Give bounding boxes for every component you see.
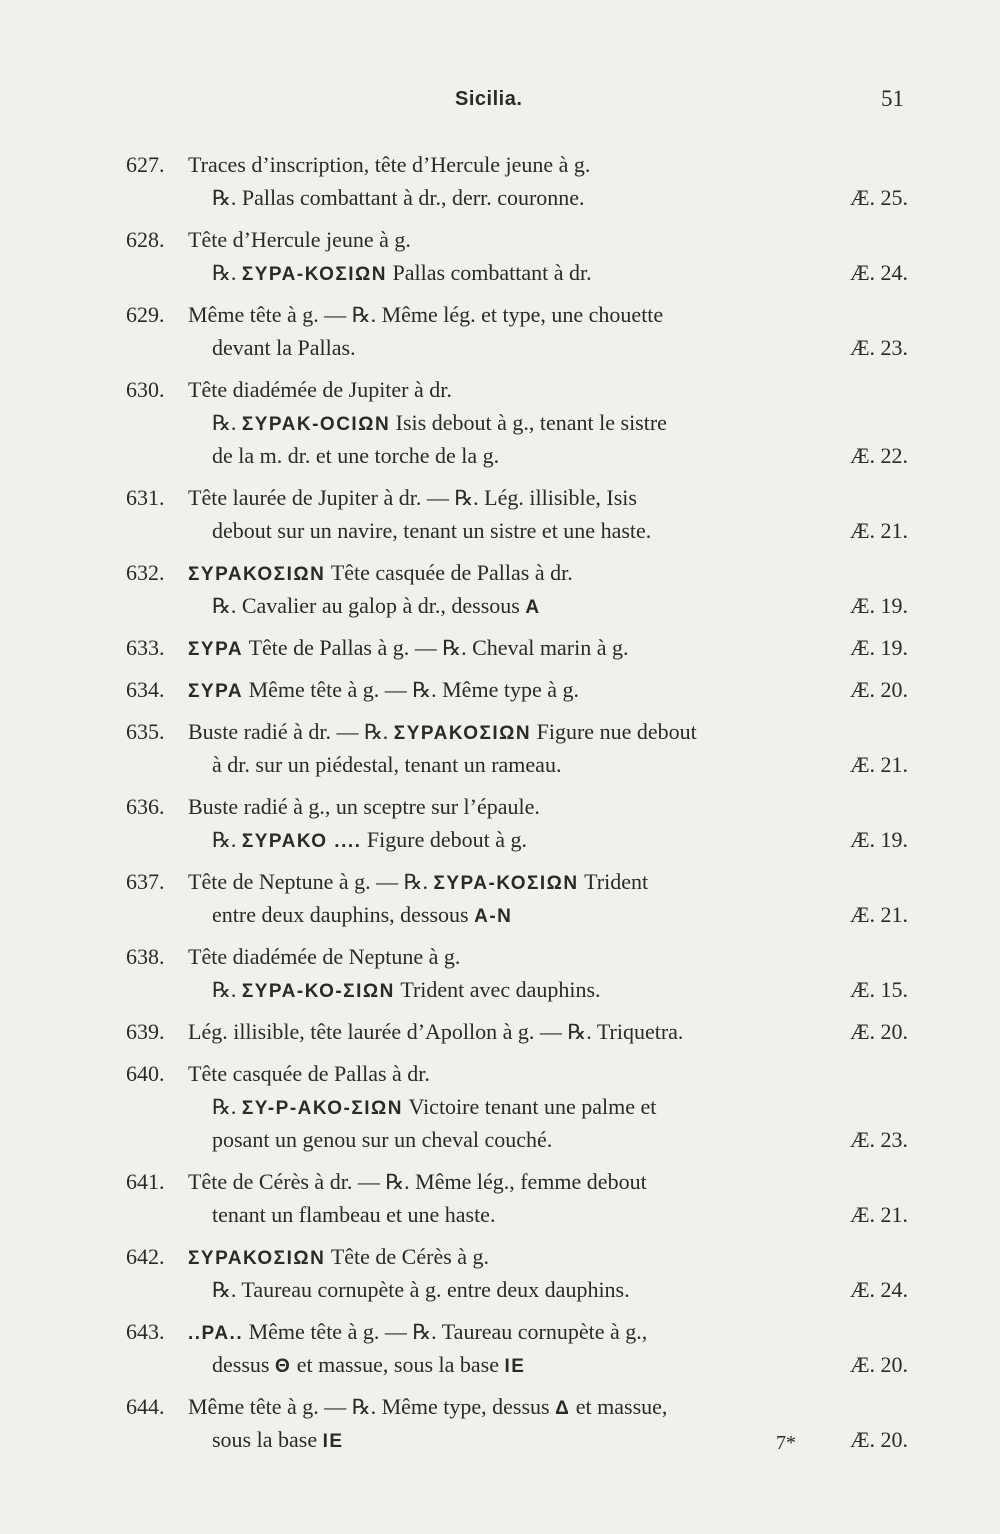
greek-legend: ΣΥΡΑ-ΚΟΣΙΩΝ: [241, 264, 387, 285]
entry-line: [0, 406, 1000, 439]
greek-legend: ΙΕ: [504, 1356, 526, 1377]
entry-line: [0, 715, 1000, 748]
metal-size-ref: Æ. 23.: [849, 335, 908, 360]
entry-line: [0, 748, 1000, 781]
entry-text: . Même lég., femme debout: [404, 1169, 647, 1194]
reverse-symbol: ℞: [351, 303, 371, 327]
entry-line: [0, 1057, 1000, 1090]
catalogue-entry: [0, 1240, 1000, 1306]
catalogue-entry: [0, 1390, 1000, 1456]
entry-text: Même tête à g. —: [243, 677, 413, 702]
entry-line: [0, 673, 1000, 706]
metal-size-ref: Æ. 24.: [849, 260, 908, 285]
entry-line: [0, 1315, 1000, 1348]
catalogue-entry: [0, 298, 1000, 364]
entry-description: [188, 631, 628, 666]
entry-line: [0, 790, 1000, 823]
entry-text: dessus: [212, 1352, 275, 1377]
catalogue-entry: [0, 865, 1000, 931]
entry-text: sous la base: [212, 1427, 323, 1452]
metal-size-ref: Æ. 19.: [849, 635, 908, 660]
entry-line: [0, 373, 1000, 406]
entry-number: 633.: [126, 635, 165, 660]
page-title: Sicilia.: [455, 88, 523, 110]
entry-text: Tête de Cérès à g.: [325, 1244, 490, 1269]
entry-text: Même tête à g. —: [188, 302, 352, 327]
entry-line: [0, 823, 1000, 856]
metal-size-ref: Æ. 21.: [849, 902, 908, 927]
entry-number: 641.: [126, 1169, 165, 1194]
entry-text: tenant un flambeau et une haste.: [212, 1202, 496, 1227]
entry-text: .: [382, 719, 394, 744]
entry-text: Même tête à g. —: [188, 1394, 352, 1419]
entry-description: [188, 298, 663, 332]
greek-legend: Α: [525, 597, 541, 618]
entry-description: [212, 748, 561, 781]
entry-description: [188, 1165, 647, 1199]
reverse-symbol: ℞: [212, 261, 231, 285]
greek-legend: ΣΥΡΑ-ΚΟΣΙΩΝ: [433, 873, 579, 894]
entry-number: 634.: [126, 677, 165, 702]
entry-text: Tête de Pallas à g. —: [243, 635, 443, 660]
entry-description: [212, 439, 499, 472]
metal-size-ref: Æ. 20.: [849, 1019, 908, 1044]
reverse-symbol: ℞: [363, 720, 383, 744]
entry-text: .: [230, 977, 242, 1002]
entry-description: [188, 673, 579, 708]
reverse-symbol: ℞: [212, 1095, 231, 1119]
entry-description: [188, 865, 648, 900]
entry-text: à dr. sur un piédestal, tenant un rameau.: [212, 752, 562, 777]
metal-size-ref: Æ. 20.: [849, 1352, 908, 1377]
entry-number: 631.: [126, 485, 165, 510]
entry-line: [0, 1015, 1000, 1048]
reverse-symbol: ℞: [442, 636, 462, 660]
greek-legend: ΣΥΡΑΚΟΣΙΩΝ: [393, 723, 532, 744]
entry-text: . Même lég. et type, une chouette: [370, 302, 664, 327]
entry-description: [212, 1348, 525, 1383]
reverse-symbol: ℞: [351, 1395, 371, 1419]
entry-line: [0, 1123, 1000, 1156]
entry-number: 640.: [126, 1061, 165, 1086]
metal-size-ref: Æ. 23.: [849, 1127, 908, 1152]
entry-text: Traces d’inscription, tête d’Hercule jeune à g.: [188, 152, 591, 177]
greek-legend: ΣΥΡΑ-ΚΟ-ΣΙΩΝ: [241, 981, 395, 1002]
greek-legend: Α-Ν: [474, 906, 513, 927]
entry-line: [0, 1090, 1000, 1123]
greek-legend: Θ: [274, 1356, 292, 1377]
catalogue-entry: [0, 1015, 1000, 1048]
catalogue-entry: [0, 940, 1000, 1006]
entry-text: Tête diadémée de Jupiter à dr.: [188, 377, 452, 402]
entry-text: Tête d’Hercule jeune à g.: [188, 227, 411, 252]
entry-text: Figure debout à g.: [361, 827, 528, 852]
entry-number: 642.: [126, 1244, 165, 1269]
entry-description: [212, 1423, 344, 1458]
entry-number: 639.: [126, 1019, 165, 1044]
entry-line: [0, 256, 1000, 289]
entry-text: posant un genou sur un cheval couché.: [212, 1127, 553, 1152]
entry-line: [0, 1240, 1000, 1273]
entry-description: [212, 256, 592, 291]
catalogue-entry: [0, 631, 1000, 664]
metal-size-ref: Æ. 21.: [849, 1202, 908, 1227]
entry-description: [212, 823, 527, 858]
entry-description: [212, 898, 512, 933]
entry-line: [0, 631, 1000, 664]
metal-size-ref: Æ. 20.: [849, 677, 908, 702]
entry-text: Tête casquée de Pallas à dr.: [188, 1061, 430, 1086]
entry-line: [0, 556, 1000, 589]
entry-text: Figure nue debout: [531, 719, 697, 744]
catalogue-entry: [0, 673, 1000, 706]
entry-number: 644.: [126, 1394, 165, 1419]
greek-legend: ΣΥΡΑ: [188, 639, 244, 660]
entry-number: 629.: [126, 302, 165, 327]
entry-text: Tête laurée de Jupiter à dr. —: [188, 485, 455, 510]
entry-line: [0, 223, 1000, 256]
greek-legend: ΣΥΡΑΚΟΣΙΩΝ: [188, 564, 326, 585]
entry-description: [188, 790, 540, 823]
entry-text: Buste radié à dr. —: [188, 719, 364, 744]
entry-text: . Même type à g.: [431, 677, 579, 702]
entry-text: debout sur un navire, tenant un sistre et une haste.: [212, 518, 652, 543]
reverse-symbol: ℞: [212, 1278, 231, 1302]
metal-size-ref: Æ. 19.: [849, 827, 908, 852]
entry-number: 630.: [126, 377, 165, 402]
entry-text: . Taureau cornupète à g.,: [431, 1319, 648, 1344]
reverse-symbol: ℞: [454, 486, 474, 510]
entry-number: 637.: [126, 869, 165, 894]
entry-description: [188, 715, 697, 750]
entry-text: . Cavalier au galop à dr., dessous: [230, 593, 526, 618]
entry-line: [0, 439, 1000, 472]
entry-line: [0, 1348, 1000, 1381]
catalogue-entry: [0, 223, 1000, 289]
entry-line: [0, 481, 1000, 514]
metal-size-ref: Æ. 25.: [849, 185, 908, 210]
entry-description: [212, 1273, 630, 1307]
entry-text: .: [230, 1094, 242, 1119]
page-number: 51: [881, 86, 904, 111]
entry-description: [212, 1123, 552, 1156]
entry-text: .: [230, 260, 242, 285]
greek-legend: ΣΥΡΑΚΟ ....: [241, 831, 362, 852]
entry-description: [188, 148, 590, 181]
running-head: [0, 88, 1000, 118]
catalogue-entry: [0, 715, 1000, 781]
entry-text: .: [422, 869, 434, 894]
entry-description: [212, 406, 667, 441]
entry-text: . Cheval marin à g.: [461, 635, 629, 660]
metal-size-ref: Æ. 19.: [849, 593, 908, 618]
entry-text: et massue, sous la base: [291, 1352, 505, 1377]
reverse-symbol: ℞: [385, 1170, 405, 1194]
greek-legend: ΣΥ-Ρ-ΑΚΟ-ΣΙΩΝ: [241, 1098, 403, 1119]
entry-line: [0, 148, 1000, 181]
entry-text: entre deux dauphins, dessous: [212, 902, 475, 927]
entry-text: Tête diadémée de Neptune à g.: [188, 944, 461, 969]
greek-legend: ΣΥΡΑ: [188, 681, 244, 702]
catalogue-entry: [0, 1165, 1000, 1231]
entry-description: [188, 1315, 647, 1350]
entry-text: Isis debout à g., tenant le sistre: [390, 410, 667, 435]
entry-description: [188, 481, 637, 515]
metal-size-ref: Æ. 21.: [849, 752, 908, 777]
entry-text: de la m. dr. et une torche de la g.: [212, 443, 500, 468]
signature-mark: 7*: [776, 1432, 796, 1454]
entry-text: devant la Pallas.: [212, 335, 356, 360]
entry-text: . Même type, dessus: [370, 1394, 556, 1419]
catalogue-entry: [0, 1315, 1000, 1381]
entry-text: Tête casquée de Pallas à dr.: [325, 560, 573, 585]
metal-size-ref: Æ. 15.: [849, 977, 908, 1002]
entry-line: [0, 1165, 1000, 1198]
entry-description: [188, 373, 452, 406]
catalogue-entries: [0, 148, 1000, 1465]
entry-description: [188, 1240, 489, 1275]
entry-text: Trident: [578, 869, 649, 894]
entry-number: 643.: [126, 1319, 165, 1344]
reverse-symbol: ℞: [212, 978, 231, 1002]
entry-description: [188, 1057, 430, 1090]
entry-line: [0, 298, 1000, 331]
entry-description: [212, 1198, 495, 1231]
reverse-symbol: ℞: [212, 186, 231, 210]
reverse-symbol: ℞: [403, 870, 423, 894]
entry-line: [0, 973, 1000, 1006]
entry-text: Pallas combattant à dr.: [386, 260, 592, 285]
entry-line: [0, 865, 1000, 898]
metal-size-ref: Æ. 21.: [849, 518, 908, 543]
entry-text: Victoire tenant une palme et: [403, 1094, 657, 1119]
metal-size-ref: Æ. 20.: [849, 1427, 908, 1452]
entry-text: . Triquetra.: [586, 1019, 684, 1044]
entry-description: [212, 1090, 656, 1125]
entry-description: [188, 1015, 683, 1049]
metal-size-ref: Æ. 22.: [849, 443, 908, 468]
entry-line: [0, 181, 1000, 214]
entry-description: [212, 589, 541, 624]
entry-line: [0, 1198, 1000, 1231]
entry-text: . Pallas combattant à dr., derr. couronne.: [230, 185, 585, 210]
entry-line: [0, 589, 1000, 622]
entry-description: [212, 331, 356, 364]
entry-line: [0, 1273, 1000, 1306]
entry-line: [0, 331, 1000, 364]
entry-text: Tête de Cérès à dr. —: [188, 1169, 386, 1194]
catalogue-entry: [0, 148, 1000, 214]
entry-text: et massue,: [570, 1394, 668, 1419]
entry-number: 632.: [126, 560, 165, 585]
entry-description: [212, 514, 651, 547]
entry-description: [212, 973, 601, 1008]
catalogue-entry: [0, 1057, 1000, 1156]
entry-text: .: [230, 827, 242, 852]
catalogue-entry: [0, 373, 1000, 472]
entry-line: [0, 940, 1000, 973]
entry-line: [0, 514, 1000, 547]
metal-size-ref: Æ. 24.: [849, 1277, 908, 1302]
reverse-symbol: ℞: [412, 1320, 432, 1344]
entry-text: Même tête à g. —: [243, 1319, 413, 1344]
catalogue-entry: [0, 481, 1000, 547]
entry-number: 638.: [126, 944, 165, 969]
greek-legend: ΣΥΡΑΚΟΣΙΩΝ: [188, 1248, 326, 1269]
entry-number: 636.: [126, 794, 165, 819]
reverse-symbol: ℞: [212, 594, 231, 618]
entry-description: [212, 181, 585, 215]
reverse-symbol: ℞: [412, 678, 432, 702]
entry-line: [0, 1390, 1000, 1423]
entry-description: [188, 1390, 667, 1425]
entry-text: . Taureau cornupète à g. entre deux dauphins.: [230, 1277, 630, 1302]
entry-line: [0, 898, 1000, 931]
entry-line: [0, 1423, 1000, 1456]
entry-text: Trident avec dauphins.: [394, 977, 601, 1002]
reverse-symbol: ℞: [567, 1020, 587, 1044]
greek-legend: ΣΥΡΑΚ-ΟϹΙΩΝ: [241, 414, 391, 435]
reverse-symbol: ℞: [212, 411, 231, 435]
entry-description: [188, 556, 573, 591]
entry-number: 628.: [126, 227, 165, 252]
entry-description: [188, 940, 460, 973]
entry-text: Buste radié à g., un sceptre sur l’épaule.: [188, 794, 540, 819]
entry-description: [188, 223, 411, 256]
entry-text: . Lég. illisible, Isis: [473, 485, 637, 510]
catalogue-entry: [0, 556, 1000, 622]
greek-legend: ..ΡΑ..: [188, 1323, 244, 1344]
entry-number: 635.: [126, 719, 165, 744]
catalogue-entry: [0, 790, 1000, 856]
greek-legend: ΙΕ: [322, 1431, 344, 1452]
entry-text: Lég. illisible, tête laurée d’Apollon à g. —: [188, 1019, 568, 1044]
entry-text: .: [230, 410, 242, 435]
greek-legend: Δ: [555, 1398, 571, 1419]
reverse-symbol: ℞: [212, 828, 231, 852]
entry-number: 627.: [126, 152, 165, 177]
entry-text: Tête de Neptune à g. —: [188, 869, 404, 894]
